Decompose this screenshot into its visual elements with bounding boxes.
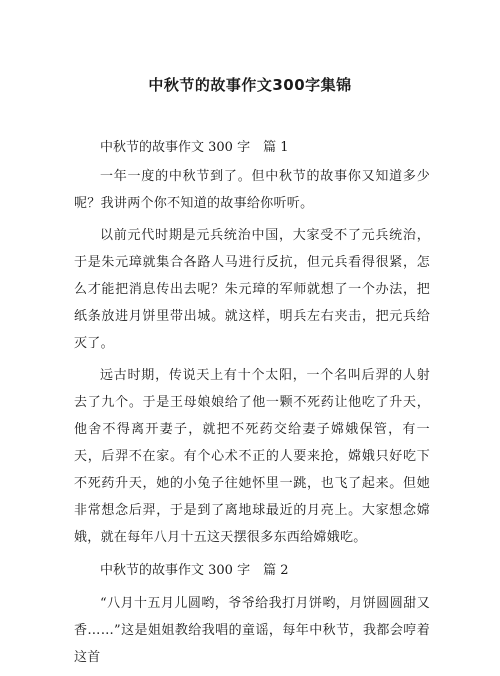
paragraph: 一年一度的中秋节到了。但中秋节的故事你又知道多少呢？我讲两个你不知道的故事给你听听。 bbox=[74, 169, 430, 211]
paragraph: 以前元代时期是元兵统治中国，大家受不了元兵统治，于是朱元璋就集合各路人马进行反抗，但元兵看得很紧，怎么才能把消息传出去呢？朱元璋的军师就想了一个办法，把纸条放进月饼里带出城。就这样，明兵左右夹击，把元兵给灭了。 bbox=[74, 228, 430, 351]
document-body bbox=[74, 134, 430, 676]
paragraph: “八月十五月儿圆哟，爷爷给我打月饼哟，月饼圆圆甜又香……”这是姐姐教给我唱的童谣，每年中秋节，我都会哼着这首 bbox=[74, 596, 430, 665]
section-heading-2: 中秋节的故事作文 300 字 篇 2 bbox=[100, 563, 289, 578]
paragraph: 远古时期，传说天上有十个太阳，一个名叫后羿的人射去了九个。于是王母娘娘给了他一颗不死药让他吃了升天，他舍不得离开妻子，就把不死药交给妻子嫦娥保管，有一天，后羿不在家。有个心术不正的人要来抢，嫦娥只好吃下不死药升天，她的小兔子往她怀里一跳，也飞了起来。但她非常想念后羿，于是到了离地球最近的月亮上。大家想念嫦娥，就在每年八月十五这天摆很多东西给嫦娥吃。 bbox=[74, 368, 430, 545]
section-heading-1: 中秋节的故事作文 300 字 篇 1 bbox=[100, 140, 289, 155]
document-title: 中秋节的故事作文300字集锦 bbox=[148, 76, 352, 94]
